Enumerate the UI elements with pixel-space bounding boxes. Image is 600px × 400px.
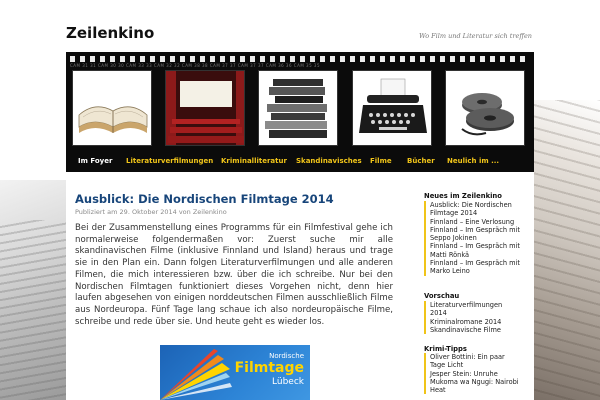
sidebar-link[interactable]: Tage Licht	[430, 361, 464, 370]
sidebar-link[interactable]: Jesper Stein: Unruhe	[430, 369, 498, 378]
sidebar-link[interactable]: Literaturverfilmungen	[430, 301, 503, 309]
header-frame-open-book	[72, 70, 152, 146]
sidebar-link[interactable]: Skandinavische Filme	[430, 325, 501, 334]
sidebar-link[interactable]: Finnland – Im Gespräch mit	[430, 259, 520, 268]
sidebar-link[interactable]: 2014	[430, 309, 447, 318]
header-frame-typewriter	[352, 70, 432, 146]
banner-line-luebeck: Lübeck	[272, 377, 304, 387]
main-navigation	[66, 152, 534, 172]
background-page-left	[0, 180, 70, 400]
sidebar-link[interactable]: Finnland – Im Gespräch mit	[430, 225, 520, 234]
banner-line-nordische: Nordische	[269, 352, 304, 360]
typewriter-image	[353, 71, 432, 146]
filmstrip-frame-numbers: CAM 31 31 CAM 30 30 CAM 33 33 CAM 32 32 CAM 38 38 CAM 37 37 CAM 37 37 CAM 36 36 CAM 35 35	[70, 63, 320, 68]
sidebar-link[interactable]: Oliver Bottini: Ein paar	[430, 353, 505, 361]
page-container	[66, 0, 534, 400]
nav-item-skandinavisches[interactable]: Skandinavisches	[296, 157, 362, 165]
sidebar-link[interactable]: Kriminalromane 2014	[430, 317, 502, 326]
site-tagline: Wo Film und Literatur sich treffen	[418, 32, 532, 40]
post-title[interactable]: Ausblick: Die Nordischen Filmtage 2014	[75, 192, 334, 206]
nav-item-buecher[interactable]: Bücher	[407, 157, 435, 165]
sidebar-link[interactable]: Finnland – Im Gespräch mit	[430, 242, 520, 251]
sidebar-link[interactable]: Seppo Jokinen	[430, 234, 477, 243]
sidebar-heading-vorschau: Vorschau	[424, 292, 460, 300]
sidebar-link[interactable]: Mukoma wa Ngugi: Nairobi	[430, 377, 519, 386]
sidebar-list-neues	[424, 201, 534, 276]
nav-item-im-foyer[interactable]: Im Foyer	[78, 157, 113, 165]
cinema-screen-image	[166, 71, 245, 146]
nav-item-kriminalliteratur[interactable]: Kriminalliteratur	[221, 157, 287, 165]
nav-item-literaturverfilmungen[interactable]: Literaturverfilmungen	[126, 157, 214, 165]
stacked-books-image	[259, 71, 338, 146]
sidebar-link[interactable]: Filmtage 2014	[430, 209, 478, 218]
nordische-filmtage-banner[interactable]	[160, 345, 310, 400]
film-reels-image	[446, 71, 525, 146]
header-frame-books	[258, 70, 338, 146]
sidebar-list-krimi-tipps	[424, 353, 534, 394]
header-frame-cinema	[165, 70, 245, 146]
sidebar-link[interactable]: Finnland – Eine Verlosung	[430, 217, 515, 226]
header-frame-film-reels	[445, 70, 525, 146]
nav-item-filme[interactable]: Filme	[370, 157, 392, 165]
filmstrip-sprockets-top	[70, 56, 530, 62]
sidebar-list-vorschau	[424, 301, 534, 334]
sidebar-link[interactable]: Ausblick: Die Nordischen	[430, 201, 512, 209]
nav-item-neulich-im[interactable]: Neulich im ...	[447, 157, 500, 165]
sidebar-heading-krimi-tipps: Krimi-Tipps	[424, 345, 467, 353]
sidebar-link[interactable]: Marko Leino	[430, 267, 470, 276]
banner-line-filmtage: Filmtage	[234, 360, 304, 376]
open-book-image	[73, 71, 152, 146]
sidebar-link[interactable]: Matti Rönkä	[430, 250, 470, 259]
site-title[interactable]: Zeilenkino	[66, 24, 155, 42]
sidebar-heading-neues: Neues im Zeilenkino	[424, 192, 502, 200]
background-page-right	[534, 100, 600, 400]
post-meta: Publiziert am 29. Oktober 2014 von Zeilenkino	[75, 208, 227, 216]
sidebar-link[interactable]: Heat	[430, 386, 446, 395]
post-body-text: Bei der Zusammenstellung eines Programms für ein Filmfestival gehe ich normalerweise folgendermaßen vor: Zuerst suche mir alle skandinavischen Filme (inklusive Finnland und Island) heraus und trage sie in den Plan ein. Dann folgen Literaturverfilmungen und alle anderen Filmen, die mich interessieren bzw. über die ich schreibe. Nur bei den Nordischen Filmtagen funktioniert dieses Vorgehen nicht, denn hier laufen abgesehen von einigen norddeutschen Filmen ausschließlich Filme aus Nordeuropa. Fünf Tage lang schaue ich also nordeuropäische Filme, schreibe und rede über sie. Und heute geht es wieder los.	[75, 223, 393, 327]
